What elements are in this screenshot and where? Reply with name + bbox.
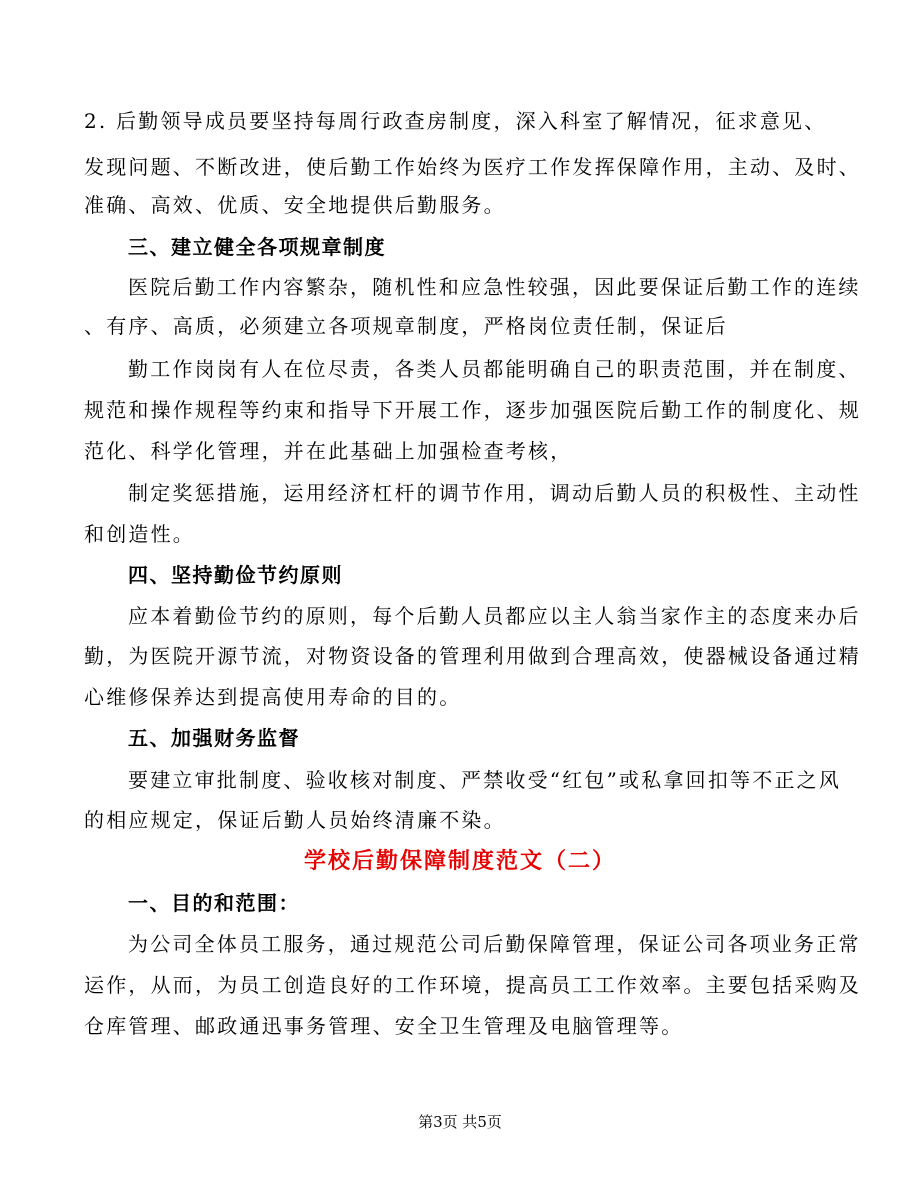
paragraph-line: 为公司全体员工服务，通过规范公司后勤保障管理，保证公司各项业务正常 [128,932,861,956]
paragraph-line: 的相应规定，保证后勤人员始终清廉不染。 [84,808,506,832]
paragraph-line: 2. 后勤领导成员要坚持每周行政查房制度，深入科室了解情况，征求意见、 [84,109,827,133]
section-heading-5: 五、加强财务监督 [128,726,300,750]
paragraph-line: 和创造性。 [84,522,195,546]
paragraph-line: 勤工作岗岗有人在位尽责，各类人员都能明确自己的职责范围，并在制度、 [128,357,861,381]
paragraph-line: 、有序、高质，必须建立各项规章制度，严格岗位责任制，保证后 [84,314,728,338]
paragraph-line: 心维修保养达到提高使用寿命的目的。 [84,685,462,709]
paragraph-line: 准确、高效、优质、安全地提供后勤服务。 [84,193,506,217]
paragraph-line: 运作，从而，为员工创造良好的工作环境，提高员工工作效率。主要包括采购及 [84,973,861,997]
section-heading-1: 一、目的和范围： [128,891,300,915]
section-heading-4: 四、坚持勤俭节约原则 [128,563,343,587]
paragraph-line: 医院后勤工作内容繁杂，随机性和应急性较强，因此要保证后勤工作的连续 [128,275,861,299]
paragraph-line: 规范和操作规程等约束和指导下开展工作，逐步加强医院后勤工作的制度化、规 [84,398,861,422]
paragraph-line: 应本着勤俭节约的原则，每个后勤人员都应以主人翁当家作主的态度来办后 [128,604,861,628]
paragraph-line: 勤，为医院开源节流，对物资设备的管理利用做到合理高效，使器械设备通过精 [84,644,861,668]
section-heading-3: 三、建立健全各项规章制度 [128,235,386,259]
paragraph-line: 要建立审批制度、验收核对制度、严禁收受“红包”或私拿回扣等不正之风 [128,768,842,792]
paragraph-line: 发现问题、不断改进，使后勤工作始终为医疗工作发挥保障作用，主动、及时、 [84,155,861,179]
page-footer: 第3页 共5页 [418,1113,502,1131]
paragraph-line: 制定奖惩措施，运用经济杠杆的调节作用，调动后勤人员的积极性、主动性 [128,481,861,505]
paragraph-line: 范化、科学化管理，并在此基础上加强检查考核， [84,439,573,463]
paragraph-line: 仓库管理、邮政通迅事务管理、安全卫生管理及电脑管理等。 [84,1014,684,1038]
document-title: 学校后勤保障制度范文（二） [303,848,616,874]
